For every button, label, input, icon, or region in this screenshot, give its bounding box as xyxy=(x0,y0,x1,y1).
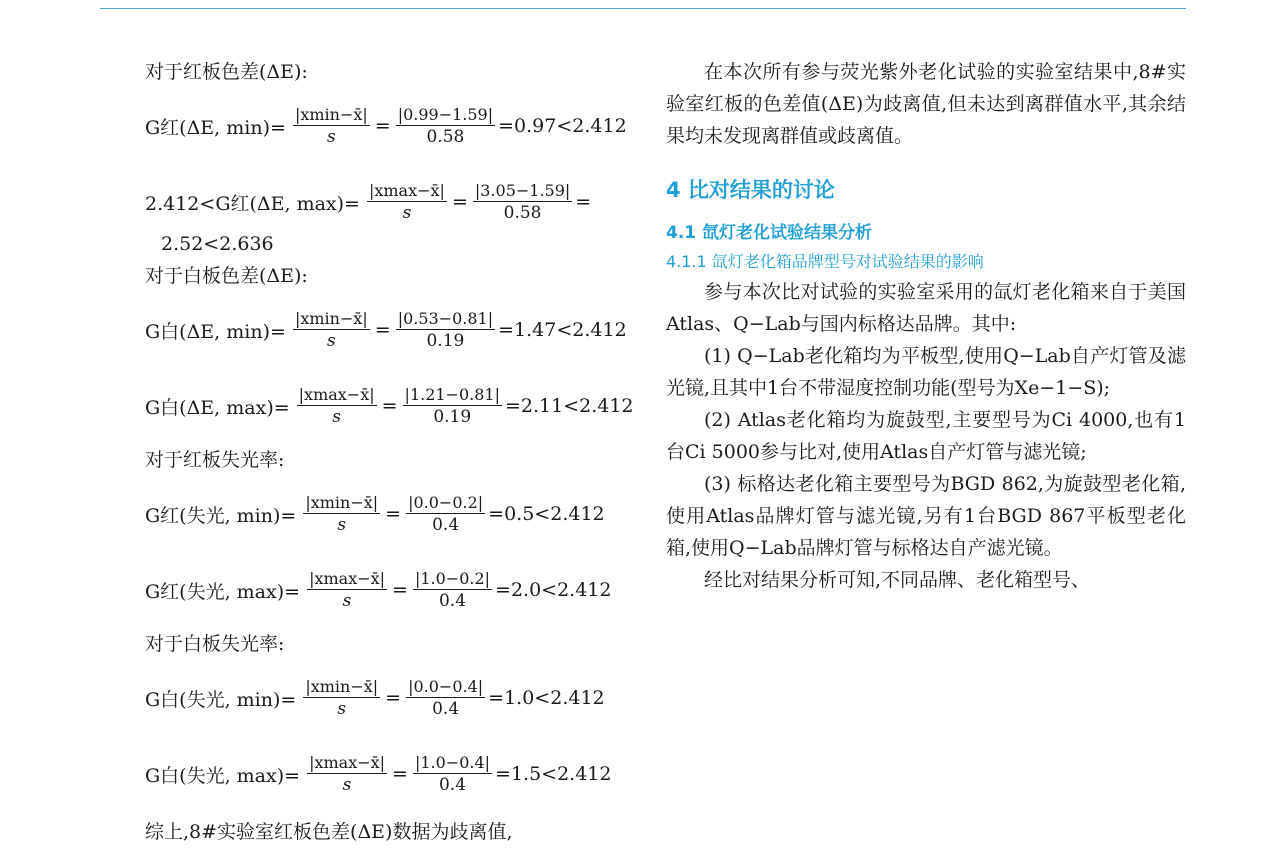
summary-text: 综上,8#实验室红板色差(ΔE)数据为歧离值, xyxy=(145,821,513,843)
right-column xyxy=(666,56,1186,596)
para-brands: 参与本次比对试验的实验室采用的氙灯老化箱来自于美国Atlas、Q−Lab与国内标格达品牌。其中: xyxy=(666,281,1186,335)
eq-red-gloss-max: G红(失光, max)= $\frac{|xmax-x̄|}{s}$ = $\frac{|1.0-0.2|}{0.4}$ =2.0<2.412 xyxy=(145,568,612,611)
eq-white-max: G白(ΔE, max)= $\frac{|xmax-x̄|}{s}$ = $\frac{|1.21-0.81|}{0.19}$ =2.11<2.412 xyxy=(145,384,634,427)
eq-white-gloss-max: G白(失光, max)= $\frac{|xmax-x̄|}{s}$ = $\frac{|1.0-0.4|}{0.4}$ =1.5<2.412 xyxy=(145,752,612,795)
eq-red-min: G红(ΔE, min)= $\frac{|xmin-x̄|}{s}$ = $\frac{|0.99-1.59|}{0.58}$ =0.97<2.412 xyxy=(145,104,627,147)
section-4-1-heading: 4.1 氙灯老化试验结果分析 xyxy=(666,223,873,243)
eq-red-gloss-min: G红(失光, min)= $\frac{|xmin-x̄|}{s}$ = $\frac{|0.0-0.2|}{0.4}$ =0.5<2.412 xyxy=(145,492,605,535)
header-rule xyxy=(100,8,1186,9)
item-qlab: (1) Q−Lab老化箱均为平板型,使用Q−Lab自产灯管及滤光镜,且其中1台不带湿度控制功能(型号为Xe−1−S); xyxy=(666,345,1186,399)
item-bgd: (3) 标格达老化箱主要型号为BGD 862,为旋鼓型老化箱,使用Atlas品牌灯管与滤光镜,另有1台BGD 867平板型老化箱,使用Q−Lab品牌灯管与标格达自产滤光镜。 xyxy=(666,473,1186,559)
left-column xyxy=(145,56,635,848)
eq-red-max: 2.412<G红(ΔE, max)= $\frac{|xmax-x̄|}{s}$ = $\frac{|3.05-1.59|}{0.58}$ = xyxy=(145,180,592,223)
para-conclusion: 经比对结果分析可知,不同品牌、老化箱型号、 xyxy=(704,569,1091,591)
eq-red-max-cont: 2.52<2.636 xyxy=(161,233,274,255)
red-delta-heading: 对于红板色差(ΔE): xyxy=(145,61,308,83)
para-results: 在本次所有参与荧光紫外老化试验的实验室结果中,8#实验室红板的色差值(ΔE)为歧离值,但未达到离群值水平,其余结果均未发现离群值或歧离值。 xyxy=(666,61,1186,147)
red-gloss-heading: 对于红板失光率: xyxy=(145,449,285,471)
section-4-heading: 4 比对结果的讨论 xyxy=(666,178,835,202)
item-atlas: (2) Atlas老化箱均为旋鼓型,主要型号为Ci 4000,也有1台Ci 5000参与比对,使用Atlas自产灯管与滤光镜; xyxy=(666,409,1186,463)
white-delta-heading: 对于白板色差(ΔE): xyxy=(145,265,308,287)
eq-white-min: G白(ΔE, min)= $\frac{|xmin-x̄|}{s}$ = $\frac{|0.53-0.81|}{0.19}$ =1.47<2.412 xyxy=(145,308,627,351)
eq-white-gloss-min: G白(失光, min)= $\frac{|xmin-x̄|}{s}$ = $\frac{|0.0-0.4|}{0.4}$ =1.0<2.412 xyxy=(145,676,605,719)
section-4-1-1-heading: 4.1.1 氙灯老化箱品牌型号对试验结果的影响 xyxy=(666,252,984,271)
white-gloss-heading: 对于白板失光率: xyxy=(145,633,285,655)
